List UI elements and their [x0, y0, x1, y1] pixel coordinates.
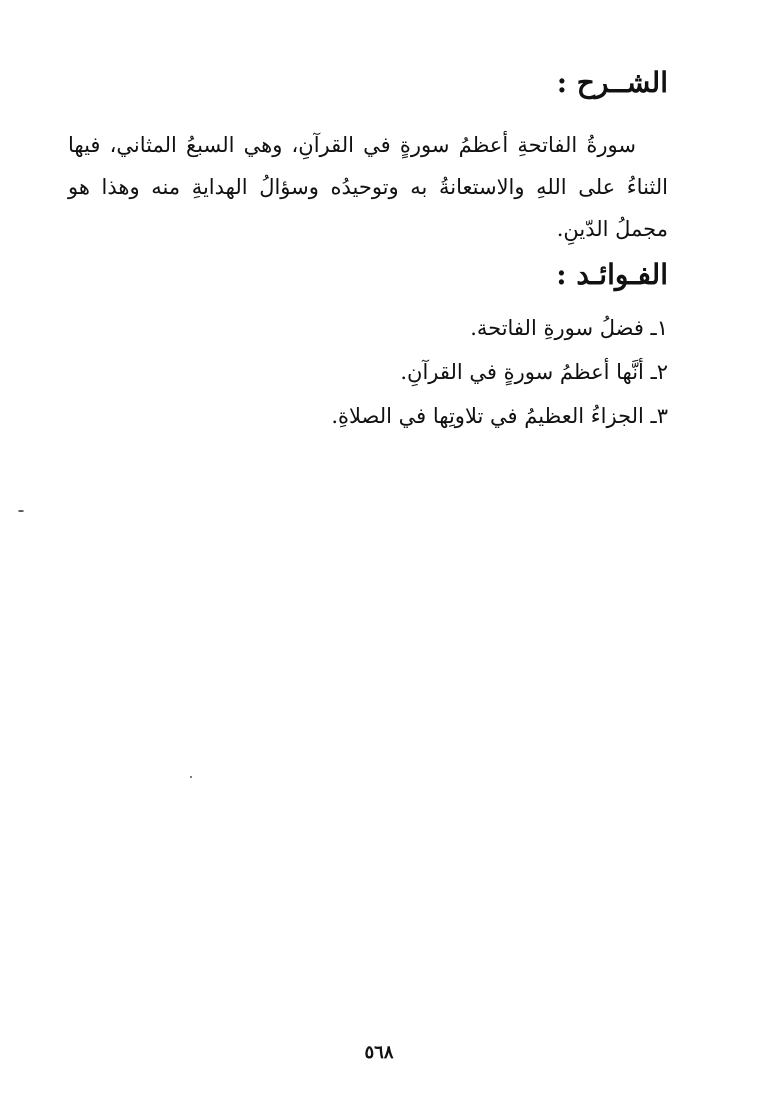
scan-speck — [190, 776, 192, 778]
scan-speck — [18, 510, 24, 512]
page-number: ٥٦٨ — [364, 1042, 394, 1063]
benefit-item: ٣ـ الجزاءُ العظيمُ في تلاوتِها في الصلاةِ. — [331, 404, 668, 428]
benefits-heading: الفـوائـد : — [556, 258, 668, 291]
benefit-item: ٢ـ أنَّها أعظمُ سورةٍ في القرآنِ. — [400, 360, 668, 384]
explanation-text: سورةُ الفاتحةِ أعظمُ سورةٍ في القرآنِ، وهي السبعُ المثاني، فيها الثناءُ على اللهِ والاستعانةُ به وتوحيدُه وسؤالُ الهدايةِ منه وهذا هو مجملُ الدّينِ. — [68, 133, 668, 241]
explanation-heading: الشــرح : — [556, 66, 668, 99]
explanation-paragraph — [68, 124, 668, 250]
benefits-list — [331, 306, 668, 438]
benefit-item: ١ـ فضلُ سورةِ الفاتحة. — [470, 316, 668, 340]
